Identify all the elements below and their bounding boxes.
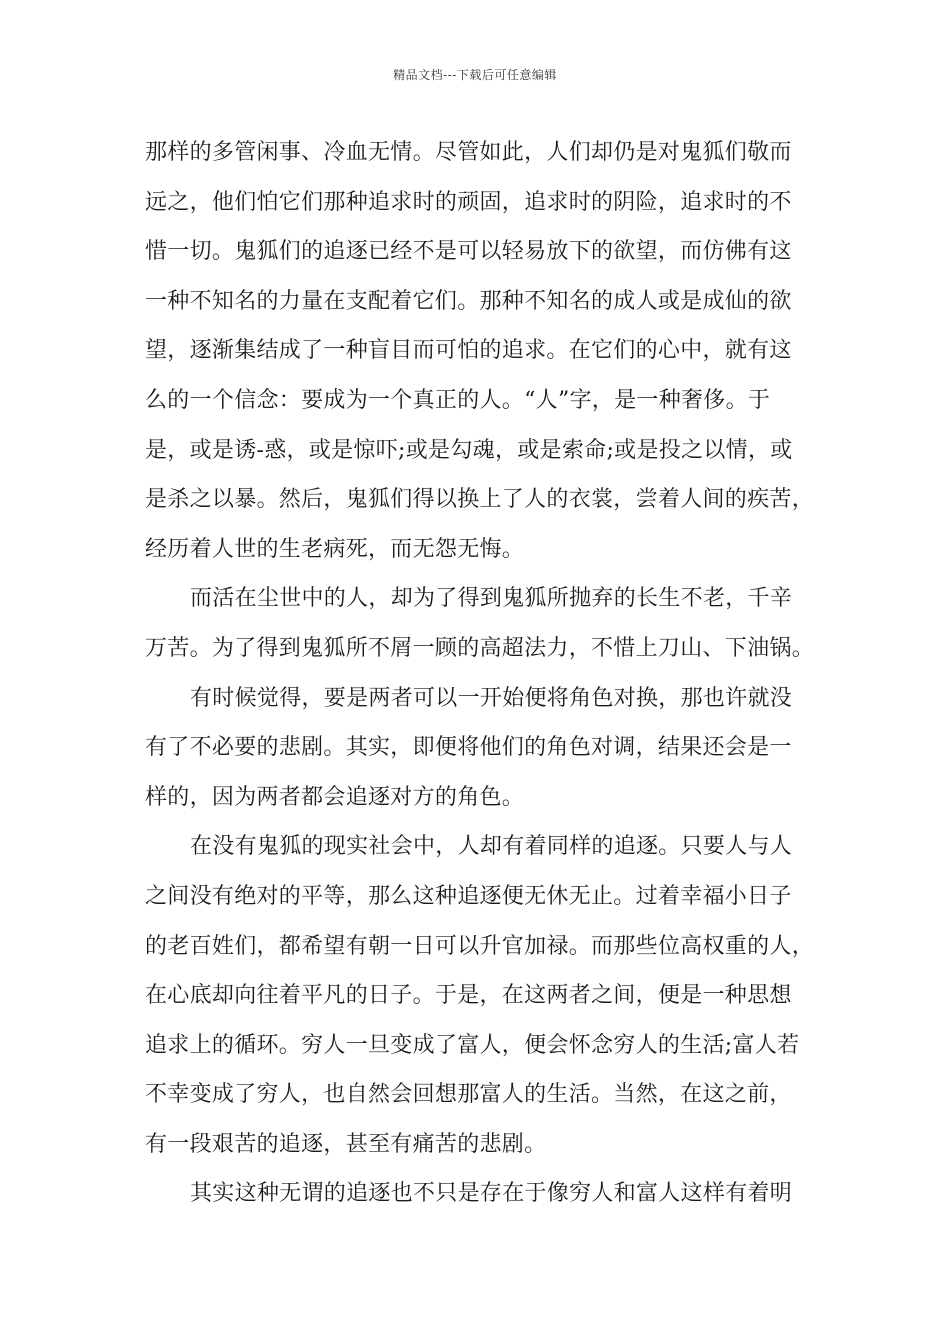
text-line: 样的，因为两者都会追逐对方的角色。 xyxy=(145,784,525,810)
text-line: 的老百姓们，都希望有朝一日可以升官加禄。而那些位高权重的人， xyxy=(145,933,815,959)
text-line: 那样的多管闲事、冷血无情。尽管如此，人们却仍是对鬼狐们敬而 xyxy=(145,140,792,165)
text-line: 之间没有绝对的平等，那么这种追逐便无休无止。过着幸福小日子 xyxy=(145,883,792,909)
text-line: 追求上的循环。穷人一旦变成了富人，便会怀念穷人的生活;富人若 xyxy=(145,1032,800,1058)
text-line: 在心底却向往着平凡的日子。于是，在这两者之间，便是一种思想 xyxy=(145,983,792,1009)
paragraph-start-line: 在没有鬼狐的现实社会中，人却有着同样的追逐。只要人与人 xyxy=(190,834,793,860)
page-header: 精品文档---下载后可任意编辑 xyxy=(393,68,557,82)
text-line: 不幸变成了穷人，也自然会回想那富人的生活。当然，在这之前， xyxy=(145,1082,792,1108)
text-line: 经历着人世的生老病死，而无怨无悔。 xyxy=(145,536,525,562)
text-line: 有了不必要的悲剧。其实，即便将他们的角色对调，结果还会是一 xyxy=(145,735,792,761)
text-line: 一种不知名的力量在支配着它们。那种不知名的成人或是成仙的欲 xyxy=(145,288,792,314)
text-line: 望，逐渐集结成了一种盲目而可怕的追求。在它们的心中，就有这 xyxy=(145,338,792,364)
body-text xyxy=(145,128,821,1219)
paragraph-start-line: 有时候觉得，要是两者可以一开始便将角色对换，那也许就没 xyxy=(190,685,793,711)
text-line: 么的一个信念：要成为一个真正的人。“人”字，是一种奢侈。于 xyxy=(145,387,771,413)
text-line: 有一段艰苦的追逐，甚至有痛苦的悲剧。 xyxy=(145,1131,547,1157)
text-line: 远之，他们怕它们那种追求时的顽固，追求时的阴险，追求时的不 xyxy=(145,189,792,215)
text-line: 惜一切。鬼狐们的追逐已经不是可以轻易放下的欲望，而仿佛有这 xyxy=(145,239,792,265)
text-line: 万苦。为了得到鬼狐所不屑一顾的高超法力，不惜上刀山、下油锅。 xyxy=(145,635,815,661)
paragraph-start-line: 其实这种无谓的追逐也不只是存在于像穷人和富人这样有着明 xyxy=(190,1181,793,1207)
text-line: 是杀之以暴。然后，鬼狐们得以换上了人的衣裳，尝着人间的疾苦， xyxy=(145,487,815,513)
paragraph-start-line: 而活在尘世中的人，却为了得到鬼狐所抛弃的长生不老，千辛 xyxy=(190,586,793,612)
text-line: 是，或是诱-惑，或是惊吓;或是勾魂，或是索命;或是投之以情，或 xyxy=(145,437,793,463)
